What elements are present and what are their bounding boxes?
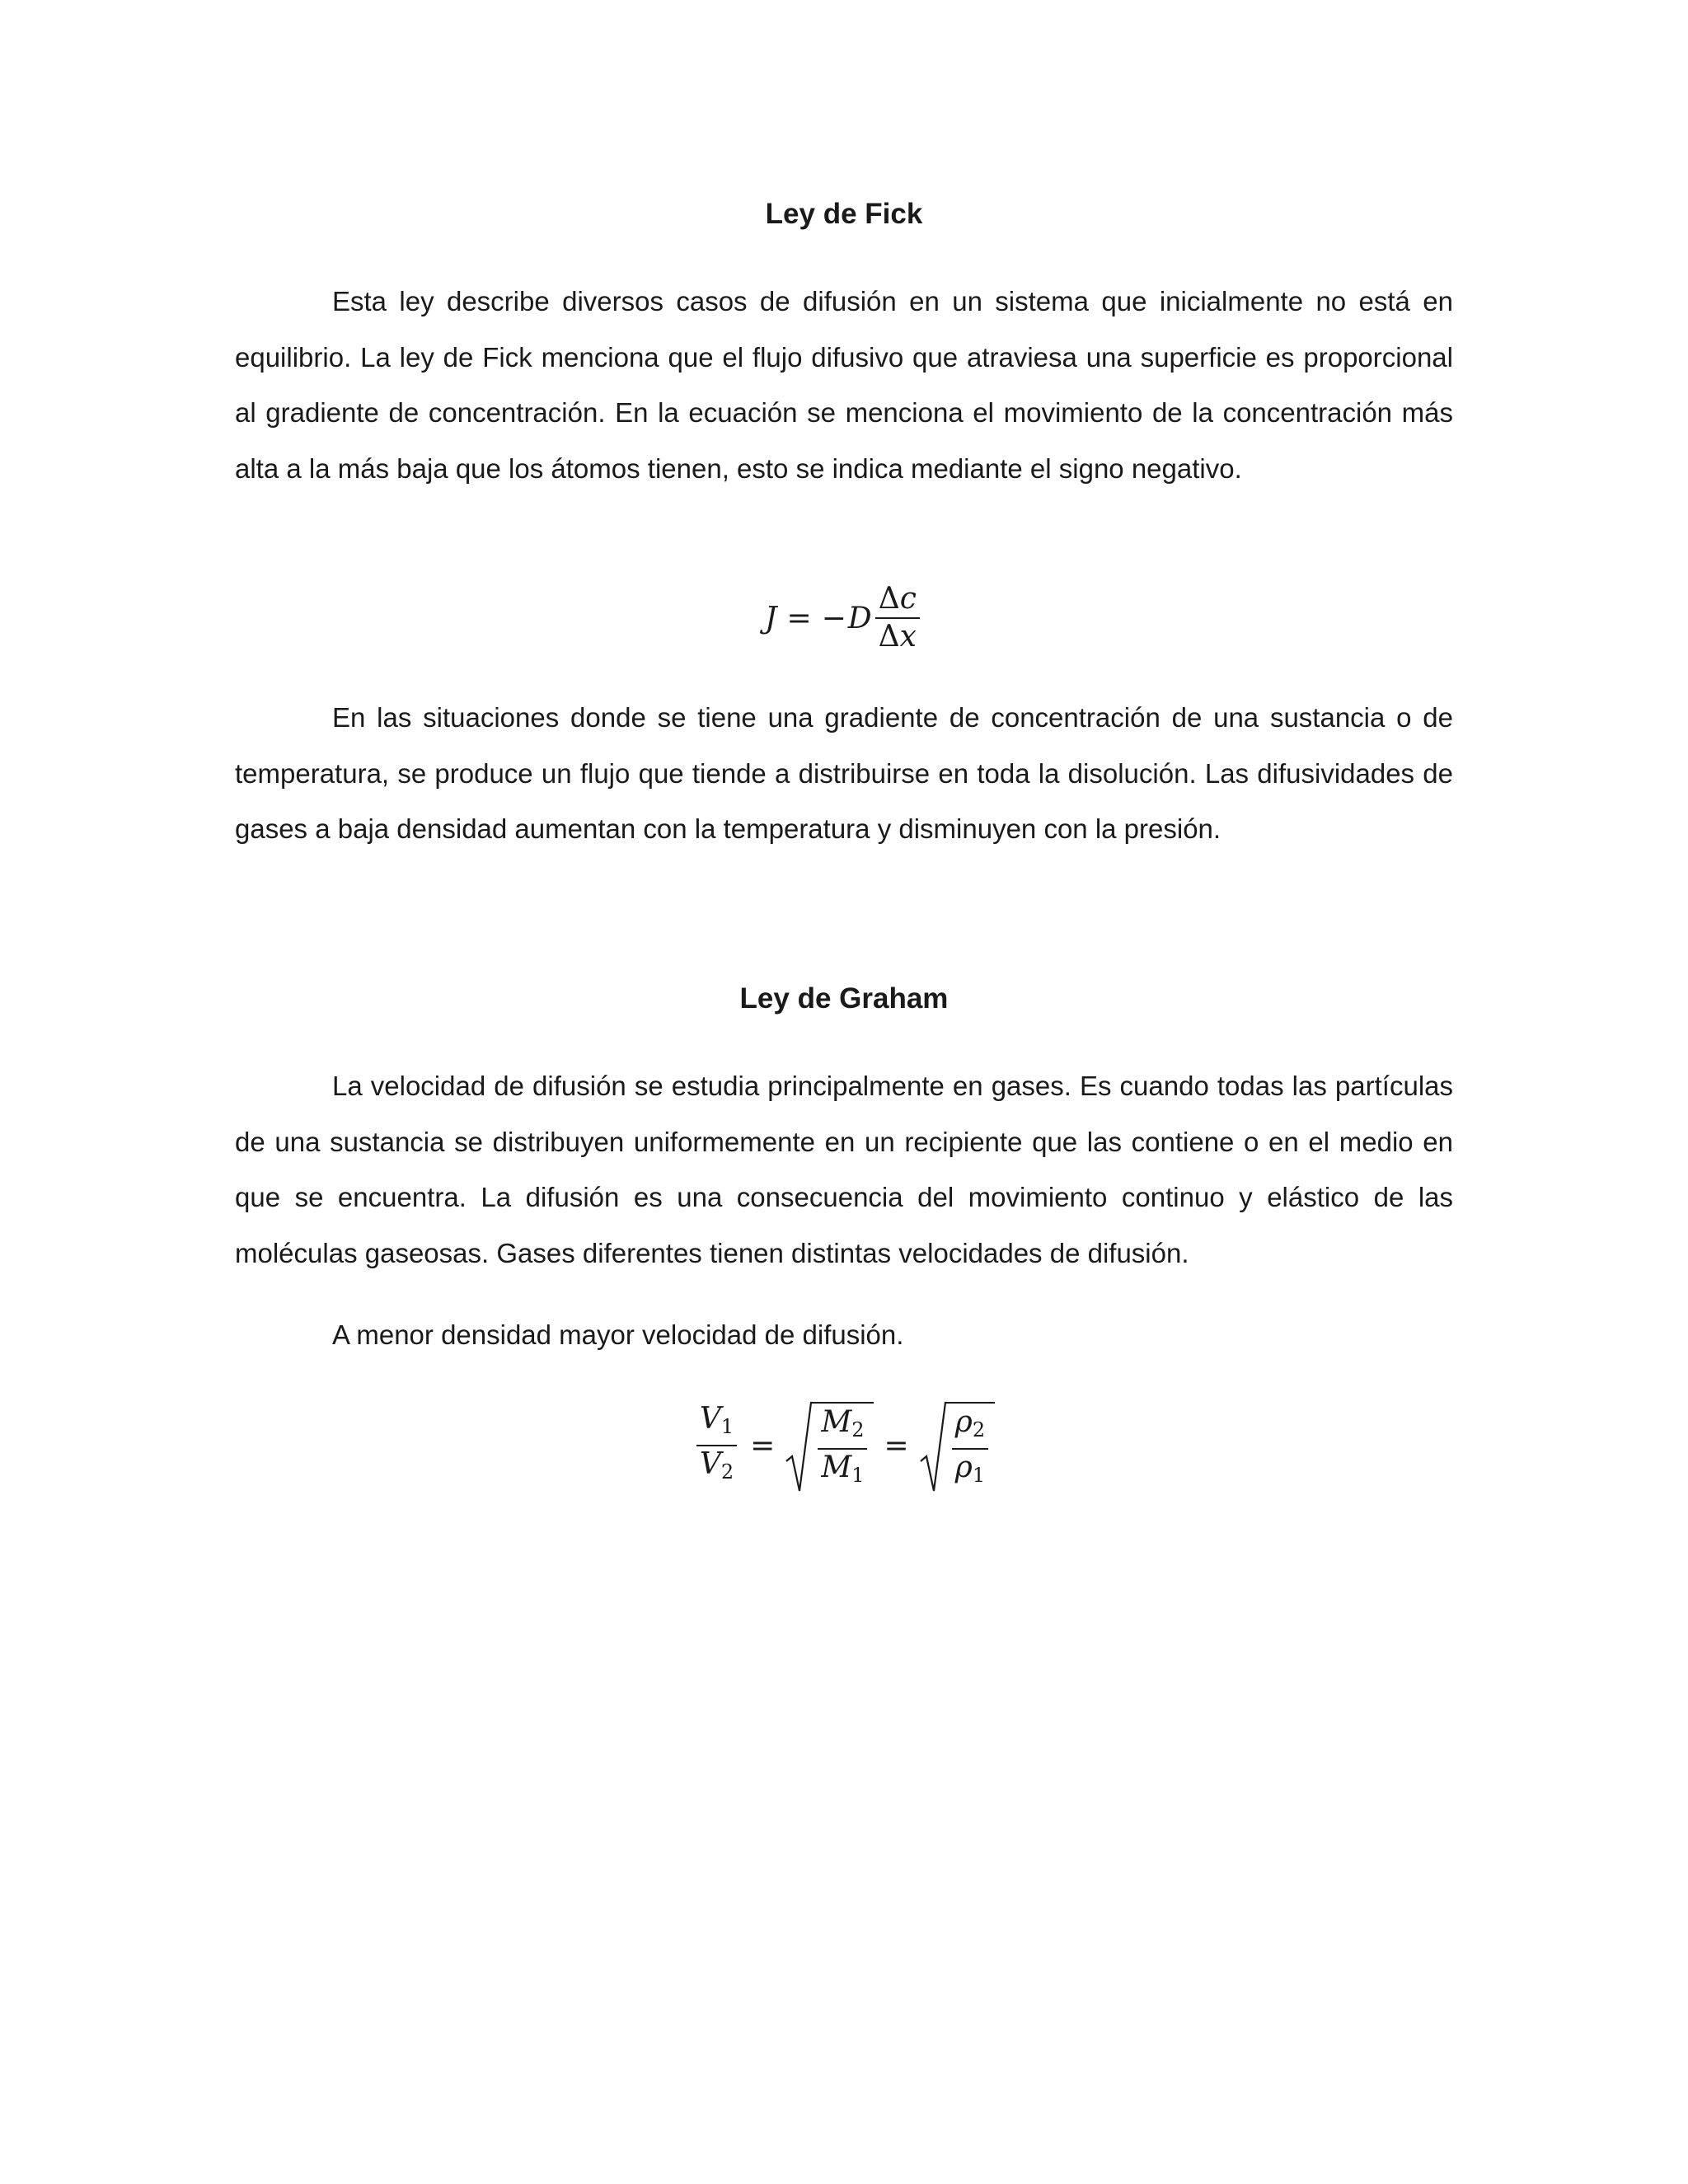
- eq-fick-sign: −: [821, 601, 846, 635]
- eq-graham-sqrt-mass: [785, 1397, 874, 1494]
- eq-fick-coef: D: [847, 601, 872, 635]
- eq-graham-sqrt-density: [919, 1397, 995, 1494]
- eq-graham-v1: $V_1$: [699, 1402, 734, 1438]
- eq-fick-fraction: [875, 581, 920, 655]
- eq-graham-density-ratio: [952, 1404, 988, 1493]
- paragraph-graham-1: La velocidad de difusión se estudia principalmente en gases. Es cuando todas las partículas de una sustancia se distribuyen uniformemente en un recipiente que las contiene o en el medio en que se encuentra. La difusión es una consecuencia del movimiento continuo y elástico de las moléculas gaseosas. Gases diferentes tienen distintas velocidades de difusión.: [235, 1071, 1453, 1268]
- equation-fick: [235, 581, 1453, 655]
- eq-fick-num-var: c: [899, 582, 917, 616]
- eq-graham-v2: $V_2$: [699, 1447, 734, 1483]
- section-title-fick: Ley de Fick: [765, 198, 923, 230]
- paragraph-graham-2: A menor densidad mayor velocidad de difusión.: [332, 1319, 904, 1350]
- eq-graham-rho2: $\rho_2$: [954, 1405, 986, 1441]
- eq-fick-den-delta: Δ: [878, 620, 900, 654]
- eq-graham-m1: $M_1$: [821, 1451, 865, 1487]
- eq-fick-den-var: x: [899, 620, 917, 654]
- eq-graham-velocity-ratio: [696, 1401, 737, 1490]
- paragraph-fick-2: En las situaciones donde se tiene una gradiente de concentración de una sustancia o de temperatura, se produce un flujo que tiende a distribuirse en toda la disolución. Las difusividades de gases a baja densidad aumentan con la temperatura y disminuyen con la presión.: [235, 702, 1453, 844]
- radical-sign-icon: [919, 1397, 947, 1494]
- eq-fick-equals: =: [786, 601, 812, 635]
- eq-fick-lhs: J: [765, 601, 777, 635]
- eq-graham-density-radicand: [947, 1402, 995, 1494]
- paragraph-fick-1: Esta ley describe diversos casos de difusión en un sistema que inicialmente no está en equilibrio. La ley de Fick menciona que el flujo difusivo que atraviesa una superficie es proporcional al gradiente de concentración. En la ecuación se menciona el movimiento de la concentración más alta a la más baja que los átomos tienen, esto se indica mediante el signo negativo.: [235, 286, 1453, 484]
- eq-fick-denominator: [875, 619, 920, 655]
- eq-fick-num-delta: Δ: [878, 582, 900, 616]
- eq-fick-numerator: [875, 581, 920, 617]
- radical-sign-icon: [785, 1397, 813, 1494]
- eq-graham-equals-1: =: [750, 1428, 776, 1463]
- section-title-graham: Ley de Graham: [739, 982, 949, 1015]
- eq-graham-mass-radicand: [813, 1402, 874, 1494]
- eq-graham-m2: $M_2$: [821, 1405, 865, 1441]
- eq-graham-rho1: $\rho_1$: [954, 1451, 986, 1487]
- equation-graham: [235, 1397, 1453, 1494]
- eq-graham-equals-2: =: [884, 1428, 909, 1463]
- eq-graham-mass-ratio: [818, 1404, 867, 1493]
